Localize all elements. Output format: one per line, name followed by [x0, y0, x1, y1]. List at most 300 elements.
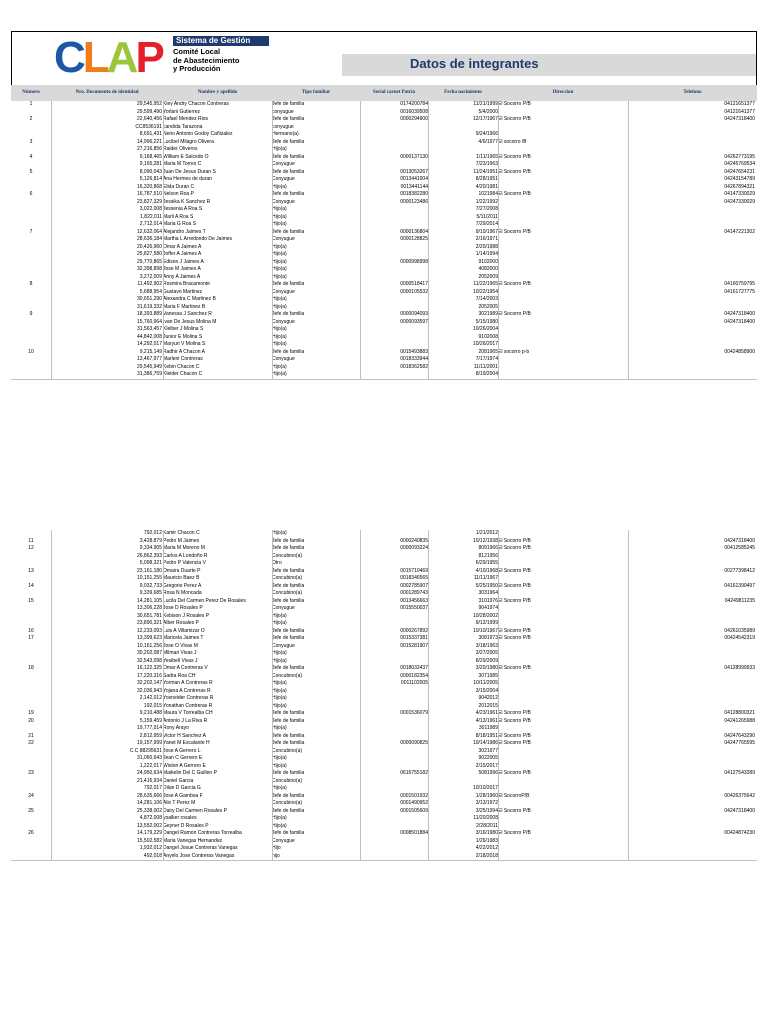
full-name: Dangel Ramon Contreras Torrealba — [163, 830, 242, 836]
family-type: Jefe de familia — [272, 807, 305, 814]
birth-date: 1/22/1992 — [475, 198, 498, 205]
grid-line — [163, 101, 164, 379]
birth-date: 12/17/1967 — [472, 116, 498, 122]
full-name: Jessika K Sanchez R — [163, 198, 211, 205]
id-document: 16,122,325 — [136, 665, 162, 671]
birth-date: 1/26/1983 — [475, 837, 498, 844]
address: El SocorroP/B — [498, 792, 530, 799]
full-name: Omaira Duarte P — [163, 567, 201, 574]
id-document: 28,635,666 — [136, 792, 162, 799]
full-name: Lucibel Milagro Olivera — [163, 138, 214, 145]
table-row — [11, 109, 757, 117]
full-name: Yojana A Contreras R — [163, 687, 211, 694]
grid-line — [498, 101, 499, 379]
row-number: 25 — [28, 807, 34, 814]
id-document: 23,890,321 — [136, 620, 162, 626]
birth-date: 5081996 — [478, 770, 498, 776]
address: El Socorro P/B — [498, 665, 531, 671]
patria-serial: 0000093597 — [400, 318, 428, 325]
sheet-header — [11, 31, 757, 85]
table-row — [11, 169, 757, 177]
table-row — [11, 341, 757, 349]
birth-date: 3031964 — [478, 590, 498, 596]
table-row — [11, 665, 757, 673]
family-type: Hijo — [272, 845, 281, 851]
id-document: 17,220,316 — [136, 672, 162, 679]
row-number: 5 — [29, 168, 33, 175]
family-type: Hijo(a) — [272, 333, 287, 340]
address: El Socorro P/B — [498, 228, 531, 235]
phone: 04245769534 — [724, 161, 755, 167]
row-number: 21 — [28, 732, 34, 739]
table-row — [11, 583, 757, 591]
birth-date: 6/29/1955 — [475, 560, 498, 566]
family-type: Jefe de familia — [272, 153, 305, 160]
patria-serial: 0018362582 — [400, 363, 428, 370]
birth-date: 7/17/1974 — [475, 356, 498, 362]
table-row — [11, 311, 757, 319]
grid-line — [272, 101, 273, 379]
family-type: Concubino(a) — [272, 672, 303, 679]
row-number: 12 — [28, 545, 34, 551]
grid-line — [428, 101, 429, 379]
table-row — [11, 154, 757, 162]
full-name: Raider Oliveros — [163, 146, 198, 152]
address: El Socorro P/B — [498, 597, 531, 604]
id-document: 21,416,934 — [136, 777, 162, 784]
row-number: 26 — [28, 830, 34, 836]
table-row — [11, 296, 757, 304]
full-name: Maryuri V Molina S — [163, 341, 206, 347]
full-name: Carlos A Londoño R — [163, 552, 208, 559]
family-type: Concubino(a) — [272, 800, 303, 806]
full-name: William E Salcedo O — [163, 153, 209, 160]
phone: 04247765595 — [724, 740, 755, 746]
full-name: Ana Hermes de duran — [163, 176, 212, 182]
table-row — [11, 356, 757, 364]
full-name: Kebin Chacon C — [163, 363, 200, 370]
family-type: Jefe de familia — [272, 732, 305, 739]
row-number: 4 — [29, 153, 33, 160]
phone: 00424542319 — [724, 635, 755, 641]
table-row — [11, 785, 757, 793]
birth-date: 7/29/2014 — [475, 221, 498, 227]
phone: 04147330029 — [724, 191, 755, 197]
id-document: 44,842,008 — [136, 333, 162, 340]
phone: 04241265988 — [724, 717, 755, 724]
table-row — [11, 319, 757, 327]
id-document: 1,222,017 — [139, 762, 162, 769]
birth-date: 11/24/1951 — [473, 168, 498, 175]
full-name: Rosa N Moncada — [163, 590, 202, 596]
id-document: 2,142,012 — [139, 695, 162, 701]
col-tipo: Tipo familiar — [301, 90, 331, 95]
col-numero: Número — [22, 90, 40, 95]
address: El Socorro P/B — [498, 830, 531, 836]
full-name: Vanessa J Sanchez R — [163, 311, 212, 317]
id-document: 492,018 — [143, 852, 162, 859]
full-name: Yorlani Gutierrez — [163, 108, 201, 115]
phone: 04121651377 — [724, 101, 755, 107]
patria-serial: 0013441004 — [400, 176, 428, 182]
birth-date: 8/18/1951 — [475, 732, 498, 739]
birth-date: 4/10/1968 — [475, 567, 498, 574]
family-type: Jefe de familia — [272, 545, 305, 551]
full-name: Sadra Roa CH — [163, 672, 196, 679]
family-type: Jefe de familia — [272, 228, 305, 235]
family-type: Conyugue — [272, 642, 295, 649]
address: El Socorro P/B — [498, 281, 531, 287]
birth-date: 10/10/1967 — [472, 627, 498, 634]
full-name: Milmari Vivas J — [163, 650, 197, 656]
table-row — [11, 124, 757, 132]
birth-date: 10/14/1986 — [472, 740, 498, 746]
patria-serial: 0000105532 — [400, 288, 428, 295]
full-name: Geyner D Rosales P — [163, 822, 209, 829]
full-name: Nerio Antonio Godoy Cañizalez — [163, 131, 233, 137]
full-name: Luis A Villamizar O — [163, 627, 205, 634]
family-type: Hijo(a) — [272, 695, 287, 701]
row-number: 10 — [28, 348, 34, 355]
id-document: 19,157,999 — [136, 740, 162, 746]
full-name: Kiey Andry Chacon Contreras — [163, 101, 229, 107]
full-name: Maria G Roa S — [163, 221, 197, 227]
full-name: Dilan D Garcia G — [163, 785, 201, 791]
full-name: Rony Arayo — [163, 725, 189, 731]
id-document: 14,281,106 — [136, 800, 162, 806]
id-document: 30,651,290 — [136, 296, 162, 302]
phone: 04247318400 — [724, 311, 755, 317]
family-type: conyugue — [272, 108, 294, 115]
phone: 04128800321 — [724, 710, 755, 716]
id-document: 9,339,685 — [139, 590, 162, 596]
phone: 04247330029 — [724, 198, 755, 205]
full-name: Anny A Jaimes A — [163, 273, 201, 280]
table-row — [11, 364, 757, 372]
birth-date: 1/28/1960 — [475, 792, 498, 799]
id-document: 13,306,228 — [136, 605, 162, 611]
id-document: 24,950,634 — [136, 770, 162, 776]
full-name: Radhir A Chacon A — [163, 348, 205, 355]
birth-date: 9/10/1967 — [475, 228, 498, 235]
birth-date: 4/23/1961 — [475, 710, 498, 716]
family-type: Hijo(a) — [272, 815, 287, 821]
family-type: Jefe de familia — [272, 792, 305, 799]
table-row — [11, 853, 757, 861]
full-name: Maria F Martinez B — [163, 303, 206, 310]
birth-date: 1021984 — [478, 191, 498, 197]
birth-date: 9042012 — [478, 695, 498, 701]
table-row — [11, 304, 757, 312]
family-type: Conyugue — [272, 318, 295, 325]
birth-date: 2/20/1988 — [475, 243, 498, 250]
id-document: 25,827,580 — [136, 251, 162, 257]
table-row — [11, 650, 757, 658]
grid-line — [360, 530, 361, 860]
full-name: Junior E Molina S — [163, 333, 203, 340]
birth-date: 8/28/1951 — [475, 176, 498, 182]
patria-serial: 0011102005 — [400, 680, 428, 686]
birth-date: 1/11/1965 — [476, 153, 498, 160]
family-type: Jefe de familia — [272, 635, 305, 641]
full-name: Kleider Chacon C — [163, 371, 203, 377]
full-name: Alexandra C Martinez B — [163, 296, 216, 302]
family-type: Hijo(a) — [272, 258, 287, 265]
table-row — [11, 808, 757, 816]
row-number: 2 — [29, 116, 33, 122]
address: El socorro /B — [498, 138, 527, 145]
table-row — [11, 590, 757, 598]
table-row — [11, 553, 757, 561]
address: El Socorro P/B — [498, 101, 531, 107]
address: El Socorro P/B — [498, 740, 531, 746]
birth-date: 3/20/1980 — [475, 665, 498, 671]
family-type: Hijo(a) — [272, 251, 287, 257]
birth-date: 2/15/2017 — [475, 762, 498, 769]
family-type: Hermano(a) — [272, 131, 299, 137]
full-name: Edison J Jaimes A — [163, 258, 204, 265]
patria-serial: 0000294900 — [400, 116, 428, 122]
family-type: Jefe de familia — [272, 597, 305, 604]
col-telefono: Telefono — [683, 90, 702, 95]
id-document: 10,161,256 — [136, 642, 162, 649]
col-serial: Serial carnet Patria — [373, 90, 415, 95]
id-document: 32,202,147 — [136, 680, 162, 686]
grid-line — [628, 530, 629, 860]
row-number: 20 — [28, 717, 34, 724]
full-name: Alejandro Jaimes T — [163, 228, 206, 235]
grid-line — [11, 379, 757, 380]
phone: 04247654231 — [724, 168, 755, 175]
phone: 04127543289 — [724, 770, 755, 776]
full-name: Jose A Gamboa F — [163, 792, 203, 799]
family-type: Conyugue — [272, 356, 295, 362]
id-document: 23,827,329 — [136, 198, 162, 205]
family-type: Conyugue — [272, 288, 295, 295]
phone: 00277398412 — [724, 567, 755, 574]
patria-serial: 0013441144 — [400, 183, 428, 190]
table-row — [11, 568, 757, 576]
id-document: 32,036,943 — [136, 687, 162, 694]
birth-date: 10/10/2017 — [472, 785, 498, 791]
family-type: Jefe de familia — [272, 281, 305, 287]
address: El Socorro P/B — [498, 168, 531, 175]
family-type: Conyugue — [272, 198, 295, 205]
full-name: Pedro M Jaimes — [163, 537, 200, 544]
table-row — [11, 575, 757, 583]
family-type: Jefe de familia — [272, 830, 305, 836]
id-document: 29,545,949 — [136, 363, 162, 370]
col-direccion: Direccion — [552, 90, 574, 95]
row-number: 16 — [28, 627, 34, 634]
full-name: Alix T Perez M — [163, 800, 196, 806]
id-document: 16,320,868 — [136, 183, 162, 190]
birth-date: 11/11/2001 — [473, 363, 498, 370]
phone: 00424874230 — [724, 830, 755, 836]
full-name: Kamir Chacon C — [163, 530, 200, 536]
table-row — [11, 598, 757, 606]
full-name: Jose D Rosales P — [163, 605, 203, 611]
address: El Socorro P/B — [498, 635, 531, 641]
id-document: 792,012 — [143, 530, 162, 536]
family-type: Concubino(a) — [272, 747, 303, 754]
phone: 04262773195 — [724, 153, 755, 160]
row-number: 3 — [29, 138, 33, 145]
patria-serial: 0001289743 — [400, 590, 428, 596]
table-row — [11, 349, 757, 357]
family-type: Concubino(a) — [272, 575, 303, 581]
grid-line — [51, 530, 52, 860]
id-document: 1,822,011 — [140, 213, 162, 220]
id-document: 31,386,759 — [136, 371, 162, 377]
birth-date: 3071985 — [478, 672, 498, 679]
id-document: 16,787,510 — [136, 191, 162, 197]
table-row — [11, 176, 757, 184]
birth-date: 9102000 — [478, 258, 498, 265]
family-type: Hijo(a) — [272, 213, 287, 220]
id-document: 18,393,889 — [136, 311, 162, 317]
table-row — [11, 688, 757, 696]
full-name: Kleiber J Molina S — [163, 326, 204, 332]
address: El Socorro P/B — [498, 770, 531, 776]
phone: 04243154789 — [724, 176, 755, 182]
page-title: Datos de integrantes — [410, 56, 539, 71]
full-name: Maricela Jaimes T — [163, 635, 204, 641]
birth-date: 5/11/2011 — [476, 213, 498, 220]
title-band — [342, 54, 756, 76]
full-name: Alber Rosales P — [163, 620, 199, 626]
patria-serial: 0018032437 — [400, 665, 428, 671]
birth-date: 3/18/1963 — [475, 642, 498, 649]
birth-date: 2052009 — [478, 273, 498, 280]
birth-date: 5/4/2000 — [478, 108, 498, 115]
id-document: 5,126,814 — [139, 176, 162, 182]
table-row — [11, 281, 757, 289]
full-name: Mauricio Baez B — [163, 575, 200, 581]
full-name: Joffer A Jaimes A — [163, 251, 202, 257]
row-number: 9 — [29, 311, 33, 317]
phone: 04121641377 — [724, 108, 755, 115]
column-header — [11, 85, 757, 101]
full-name: Yonathan Contreras R — [163, 702, 213, 709]
address: El Socorro P/B — [498, 153, 531, 160]
id-document: 1,932,012 — [139, 845, 162, 851]
family-type: Hijo(a) — [272, 221, 287, 227]
grid-line — [428, 530, 429, 860]
id-document: 8,691,431 — [139, 131, 162, 137]
table-row — [11, 244, 757, 252]
table-row — [11, 251, 757, 259]
table-row — [11, 266, 757, 274]
birth-date: 5/15/1980 — [475, 318, 498, 325]
family-type: Conyugue — [272, 176, 295, 182]
birth-date: 3/25/1994 — [475, 807, 498, 814]
full-name: Jose O Vivas M — [163, 642, 198, 649]
full-name: Yosneider Contreras R — [163, 695, 214, 701]
family-type: Hijo(a) — [272, 341, 287, 347]
table-row — [11, 545, 757, 553]
address: El Socorro P/B — [498, 537, 531, 544]
family-type: Conyugue — [272, 605, 295, 611]
birth-date: 3011989 — [478, 725, 498, 731]
address: El Socorro P/B — [498, 582, 531, 589]
col-nombre: Nombre y apellido — [197, 90, 238, 95]
id-document: 2,712,014 — [139, 221, 162, 227]
id-document: 3,022,008 — [139, 206, 162, 212]
table-row — [11, 628, 757, 636]
table-row — [11, 161, 757, 169]
full-name: Rosmira Bracamonte — [163, 281, 210, 287]
birth-date: 2012015 — [478, 702, 498, 709]
id-document: 15,502,582 — [136, 837, 162, 844]
full-name: candida Tarazona — [163, 123, 203, 130]
phone: 04247318400 — [724, 807, 755, 814]
id-document: 2,812,959 — [139, 732, 162, 739]
id-document: 5,688,954 — [139, 288, 162, 295]
id-document: 26,862,393 — [136, 552, 162, 559]
phone: 04261035989 — [724, 627, 755, 634]
table-row — [11, 101, 757, 109]
family-type: Hijo(a) — [272, 650, 287, 656]
birth-date: 4/13/1961 — [475, 717, 498, 724]
patria-serial: 0001536079 — [400, 710, 428, 716]
full-name: Maikelin Del C Guillen P — [163, 770, 217, 776]
table-row — [11, 289, 757, 297]
full-name: Jean C Gerrero E — [163, 755, 203, 761]
id-document: 22,640,456 — [136, 116, 162, 122]
phone: 04161390497 — [724, 582, 755, 589]
table-row — [11, 763, 757, 771]
birth-date: 2/18/2018 — [475, 852, 498, 859]
patria-serial: 0001505609 — [400, 807, 428, 814]
table-row — [11, 748, 757, 756]
patria-serial: 0008501884 — [400, 830, 428, 836]
id-document: C.C 88295631 — [129, 747, 162, 754]
address: El Socorro P/B — [498, 732, 531, 739]
full-name: Omar A Jaimes A — [163, 243, 202, 250]
id-document: 27,216,856 — [136, 146, 162, 152]
patria-serial: 0000267892 — [400, 627, 428, 634]
phone: 00412585245 — [724, 545, 755, 551]
family-type: Jefe de familia — [272, 168, 305, 175]
family-type: Conyugue — [272, 236, 295, 242]
family-type: Concubino(a) — [272, 777, 303, 784]
full-name: Maria M Torres C — [163, 161, 202, 167]
grid-line — [51, 101, 52, 379]
family-type: Hijo(a) — [272, 303, 287, 310]
patria-serial: 0174200784 — [400, 101, 428, 107]
family-type: Hijo(a) — [272, 183, 287, 190]
patria-serial: 0000093224 — [400, 545, 428, 551]
address: El Socorro P/B — [498, 191, 531, 197]
birth-date: 3021977 — [478, 747, 498, 754]
sheet-page-2 — [11, 530, 757, 860]
family-type: Jefe de familia — [272, 348, 305, 355]
table-row — [11, 236, 757, 244]
patria-serial: 0000128825 — [400, 236, 428, 242]
table-row — [11, 214, 757, 222]
patria-serial: 0015550037 — [400, 605, 428, 611]
address: El Socorro P/B — [498, 710, 531, 716]
table-row — [11, 658, 757, 666]
table-row — [11, 755, 757, 763]
id-document: 20,426,960 — [136, 243, 162, 250]
birth-date: 8121956 — [478, 552, 498, 559]
patria-serial: 0000240835 — [400, 537, 428, 544]
id-document: 8,090,043 — [139, 168, 162, 175]
id-document: 13,552,002 — [136, 822, 162, 829]
row-number: 18 — [28, 665, 34, 671]
